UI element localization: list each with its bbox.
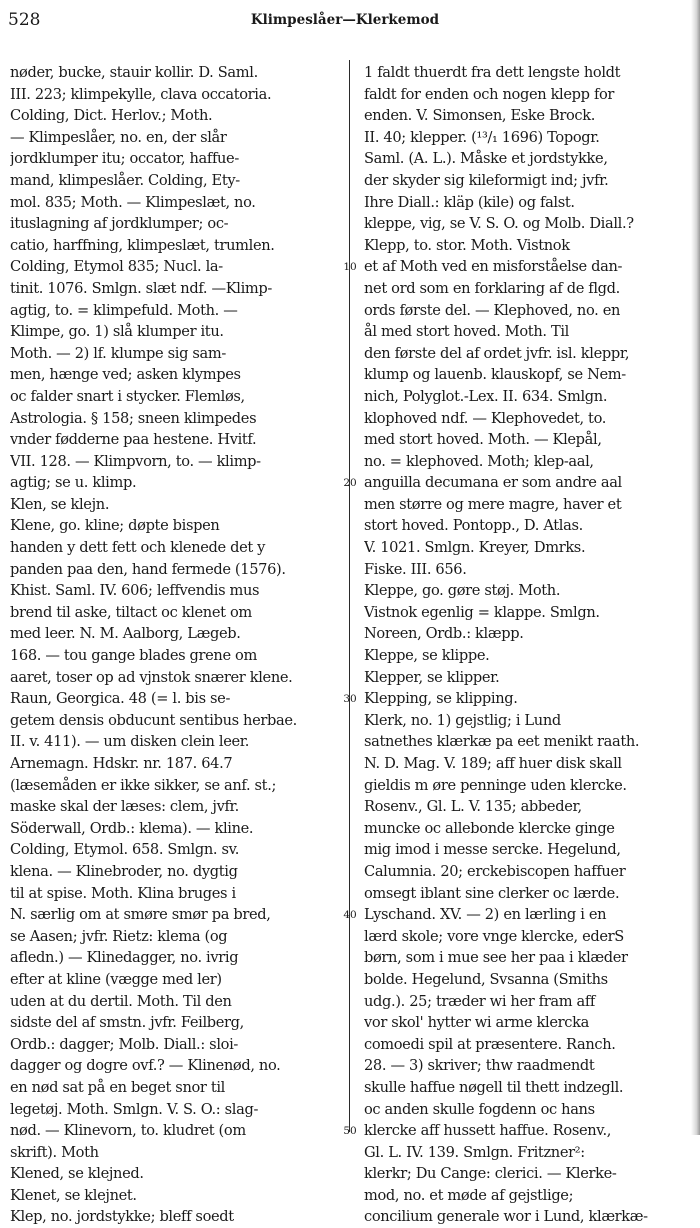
- page-header: [8, 4, 682, 34]
- line-number: 40: [343, 909, 357, 922]
- right-column-line: Saml. (A. L.). Måske et jordstykke,: [364, 150, 608, 168]
- left-column-line: til at spise. Moth. Klina bruges i: [10, 884, 236, 902]
- left-column-line: Moth. — 2) lf. klumpe sig sam-: [10, 344, 226, 362]
- right-column-line: N. D. Mag. V. 189; aff huer disk skall: [364, 755, 622, 772]
- right-column-line: klophoved ndf. — Klephovedet, to.: [364, 409, 607, 427]
- page-edge-shadow: [691, 0, 700, 1135]
- left-column-line: catio, harffning, klimpeslæt, trumlen.: [10, 236, 275, 254]
- right-column-line: men større og mere magre, haver et: [364, 495, 622, 513]
- left-column-line: Raun, Georgica. 48 (= l. bis se-: [10, 690, 231, 708]
- left-column-line: panden paa den, hand fermede (1576).: [10, 560, 286, 578]
- line-number: 10: [343, 261, 357, 274]
- left-column: [10, 62, 338, 1228]
- left-column-line: jordklumper itu; occator, haffue-: [10, 150, 239, 168]
- right-column-line: oc anden skulle fogdenn oc hans: [364, 1100, 595, 1118]
- right-column-line: bolde. Hegelund, Svsanna (Smiths: [364, 970, 608, 988]
- left-column-line: Colding, Etymol. 658. Smlgn. sv.: [10, 841, 240, 859]
- left-column-line: getem densis obducunt sentibus herbae.: [10, 711, 297, 729]
- right-column-line: Fiske. III. 656.: [364, 560, 467, 578]
- left-column-line: (læsemåden er ikke sikker, se anf. st.;: [10, 776, 277, 794]
- left-column-line: se Aasen; jvfr. Rietz: klema (og: [10, 927, 228, 945]
- right-column-line: Lyschand. XV. — 2) en lærling i en: [364, 906, 607, 924]
- line-number: 50: [343, 1125, 357, 1138]
- column-divider: [349, 60, 350, 1132]
- left-column-line: III. 223; klimpekylle, clava occatoria.: [10, 85, 272, 103]
- right-column-line: Kleppe, se klippe.: [364, 647, 490, 665]
- left-column-line: vnder fødderne paa hestene. Hvitf.: [10, 431, 257, 449]
- right-column-line: klump og lauenb. klauskopf, se Nem-: [364, 366, 626, 384]
- right-column-line: mig imod i messe sercke. Hegelund,: [364, 841, 621, 859]
- line-number: 20: [343, 477, 357, 490]
- left-column-line: dagger og dogre ovf.? — Klinenød, no.: [10, 1057, 281, 1075]
- right-column-line: satnethes klærkæ pa eet menikt raath.: [364, 733, 640, 751]
- right-column-line: et af Moth ved en misforståelse dan-: [364, 258, 623, 276]
- right-column-line: klerkr; Du Cange: clerici. — Klerke-: [364, 1165, 617, 1183]
- page-number: 528: [8, 10, 41, 30]
- left-column-line: handen y dett fett och klenede det y: [10, 539, 266, 557]
- right-column-line: V. 1021. Smlgn. Kreyer, Dmrks.: [364, 539, 586, 557]
- right-column-line: Noreen, Ordb.: klæpp.: [364, 625, 524, 643]
- right-column-line: gieldis m øre penninge uden klercke.: [364, 776, 627, 794]
- running-title: Klimpeslåer—Klerkemod: [250, 12, 440, 28]
- left-column-line: uden at du dertil. Moth. Til den: [10, 992, 232, 1010]
- left-column-line: Arnemagn. Hdskr. nr. 187. 64.7: [10, 755, 233, 772]
- left-column-line: 168. — tou gange blades grene om: [10, 647, 257, 665]
- right-column-line: ål med stort hoved. Moth. Til: [364, 323, 569, 341]
- left-column-line: aaret, toser op ad vjnstok snærer klene.: [10, 668, 293, 686]
- right-column-line: omsegt iblant sine clerker oc lærde.: [364, 884, 620, 902]
- left-column-line: men, hænge ved; asken klympes: [10, 366, 241, 384]
- left-column-line: afledn.) — Klinedagger, no. ivrig: [10, 949, 239, 967]
- left-column-line: nød. — Klinevorn, to. kludret (om: [10, 1122, 246, 1140]
- left-column-line: efter at kline (vægge med ler): [10, 970, 222, 988]
- right-column-line: Calumnia. 20; erckebiscopen haffuer: [364, 862, 626, 880]
- left-column-line: agtig, to. = klimpefuld. Moth. —: [10, 301, 238, 319]
- right-column-line: Gl. L. IV. 139. Smlgn. Fritzner²:: [364, 1143, 585, 1161]
- left-column-line: brend til aske, tiltact oc klenet om: [10, 603, 252, 621]
- left-column-line: II. v. 411). — um disken clein leer.: [10, 733, 250, 751]
- right-column-line: muncke oc allebonde klercke ginge: [364, 819, 615, 837]
- right-column-line: den første del af ordet jvfr. isl. kleppr,: [364, 344, 630, 362]
- left-column-line: Klened, se klejned.: [10, 1165, 144, 1183]
- right-column-line: concilium generale wor i Lund, klærkæ-: [364, 1208, 648, 1226]
- right-column-line: Klepp, to. stor. Moth. Vistnok: [364, 236, 570, 254]
- right-column-line: II. 40; klepper. (¹³/₁ 1696) Topogr.: [364, 128, 600, 146]
- right-column-line: Klepping, se klipping.: [364, 690, 518, 708]
- right-column-line: ords første del. — Klephoved, no. en: [364, 301, 621, 319]
- left-column-line: N. særlig om at smøre smør pa bred,: [10, 906, 271, 924]
- line-number: 30: [343, 693, 357, 706]
- left-column-line: — Klimpeslåer, no. en, der slår: [10, 128, 227, 146]
- left-column-line: tinit. 1076. Smlgn. slæt ndf. —Klimp-: [10, 279, 272, 297]
- right-column-line: Klerk, no. 1) gejstlig; i Lund: [364, 711, 561, 729]
- right-column-line: 28. — 3) skriver; thw raadmendt: [364, 1057, 595, 1075]
- right-column: [364, 62, 682, 1228]
- left-column-line: nøder, bucke, stauir kollir. D. Saml.: [10, 64, 258, 81]
- left-column-line: Ordb.: dagger; Molb. Diall.: sloi-: [10, 1035, 238, 1053]
- left-column-line: Klep, no. jordstykke; bleff soedt: [10, 1208, 234, 1226]
- left-column-line: Khist. Saml. IV. 606; leffvendis mus: [10, 582, 260, 600]
- right-column-line: Ihre Diall.: kläp (kile) og falst.: [364, 193, 575, 211]
- left-column-line: maske skal der læses: clem, jvfr.: [10, 798, 239, 816]
- left-column-line: en nød sat på en beget snor til: [10, 1078, 225, 1096]
- right-column-line: anguilla decumana er som andre aal: [364, 474, 622, 492]
- right-column-line: enden. V. Simonsen, Eske Brock.: [364, 107, 596, 125]
- left-column-line: Klene, go. kline; døpte bispen: [10, 517, 220, 535]
- left-column-line: skrift). Moth: [10, 1143, 99, 1161]
- left-column-line: Klen, se klejn.: [10, 495, 110, 513]
- left-column-line: mol. 835; Moth. — Klimpeslæt, no.: [10, 193, 256, 211]
- right-column-line: Kleppe, go. gøre støj. Moth.: [364, 582, 561, 600]
- right-column-line: børn, som i mue see her paa i klæder: [364, 949, 628, 967]
- left-column-line: klena. — Klinebroder, no. dygtig: [10, 862, 238, 880]
- right-column-line: 1 faldt thuerdt fra dett lengste holdt: [364, 64, 621, 81]
- left-column-line: Colding, Dict. Herlov.; Moth.: [10, 107, 213, 125]
- left-column-line: Colding, Etymol 835; Nucl. la-: [10, 258, 223, 276]
- right-column-line: comoedi spil at præsentere. Ranch.: [364, 1035, 616, 1053]
- right-column-line: faldt for enden och nogen klepp for: [364, 85, 615, 103]
- right-column-line: stort hoved. Pontopp., D. Atlas.: [364, 517, 583, 535]
- right-column-line: kleppe, vig, se V. S. O. og Molb. Diall.?: [364, 215, 634, 233]
- left-column-line: med leer. N. M. Aalborg, Lægeb.: [10, 625, 241, 643]
- right-column-line: net ord som en forklaring af de flgd.: [364, 279, 620, 297]
- left-column-line: Astrologia. § 158; sneen klimpedes: [10, 409, 257, 427]
- right-column-line: skulle haffue nøgell til thett indzegll.: [364, 1078, 624, 1096]
- right-column-line: Vistnok egenlig = klappe. Smlgn.: [364, 603, 600, 621]
- left-column-line: agtig; se u. klimp.: [10, 474, 137, 492]
- left-column-line: VII. 128. — Klimpvorn, to. — klimp-: [10, 452, 261, 470]
- right-column-line: Rosenv., Gl. L. V. 135; abbeder,: [364, 798, 582, 816]
- left-column-line: ituslagning af jordklumper; oc-: [10, 215, 229, 233]
- right-column-line: med stort hoved. Moth. — Klepål,: [364, 431, 602, 449]
- right-column-line: der skyder sig kileformigt ind; jvfr.: [364, 171, 609, 189]
- left-column-line: sidste del af smstn. jvfr. Feilberg,: [10, 1014, 244, 1032]
- left-column-line: Klenet, se klejnet.: [10, 1186, 137, 1204]
- right-column-line: nich, Polyglot.-Lex. II. 634. Smlgn.: [364, 387, 608, 405]
- right-column-line: klercke aff hussett haffue. Rosenv.,: [364, 1122, 612, 1140]
- right-column-line: Klepper, se klipper.: [364, 668, 500, 686]
- left-column-line: Söderwall, Ordb.: klema). — kline.: [10, 819, 254, 837]
- right-column-line: mod, no. et møde af gejstlige;: [364, 1186, 574, 1204]
- left-column-line: mand, klimpeslåer. Colding, Ety-: [10, 171, 240, 189]
- left-column-line: oc falder snart i stycker. Flemløs,: [10, 387, 245, 405]
- right-column-line: lærd skole; vore vnge klercke, ederS: [364, 927, 624, 945]
- left-column-line: Klimpe, go. 1) slå klumper itu.: [10, 323, 224, 341]
- right-column-line: no. = klephoved. Moth; klep-aal,: [364, 452, 594, 470]
- left-column-line: legetøj. Moth. Smlgn. V. S. O.: slag-: [10, 1100, 259, 1118]
- right-column-line: vor skol' hytter wi arme klercka: [364, 1014, 589, 1032]
- right-column-line: udg.). 25; træder wi her fram aff: [364, 992, 595, 1010]
